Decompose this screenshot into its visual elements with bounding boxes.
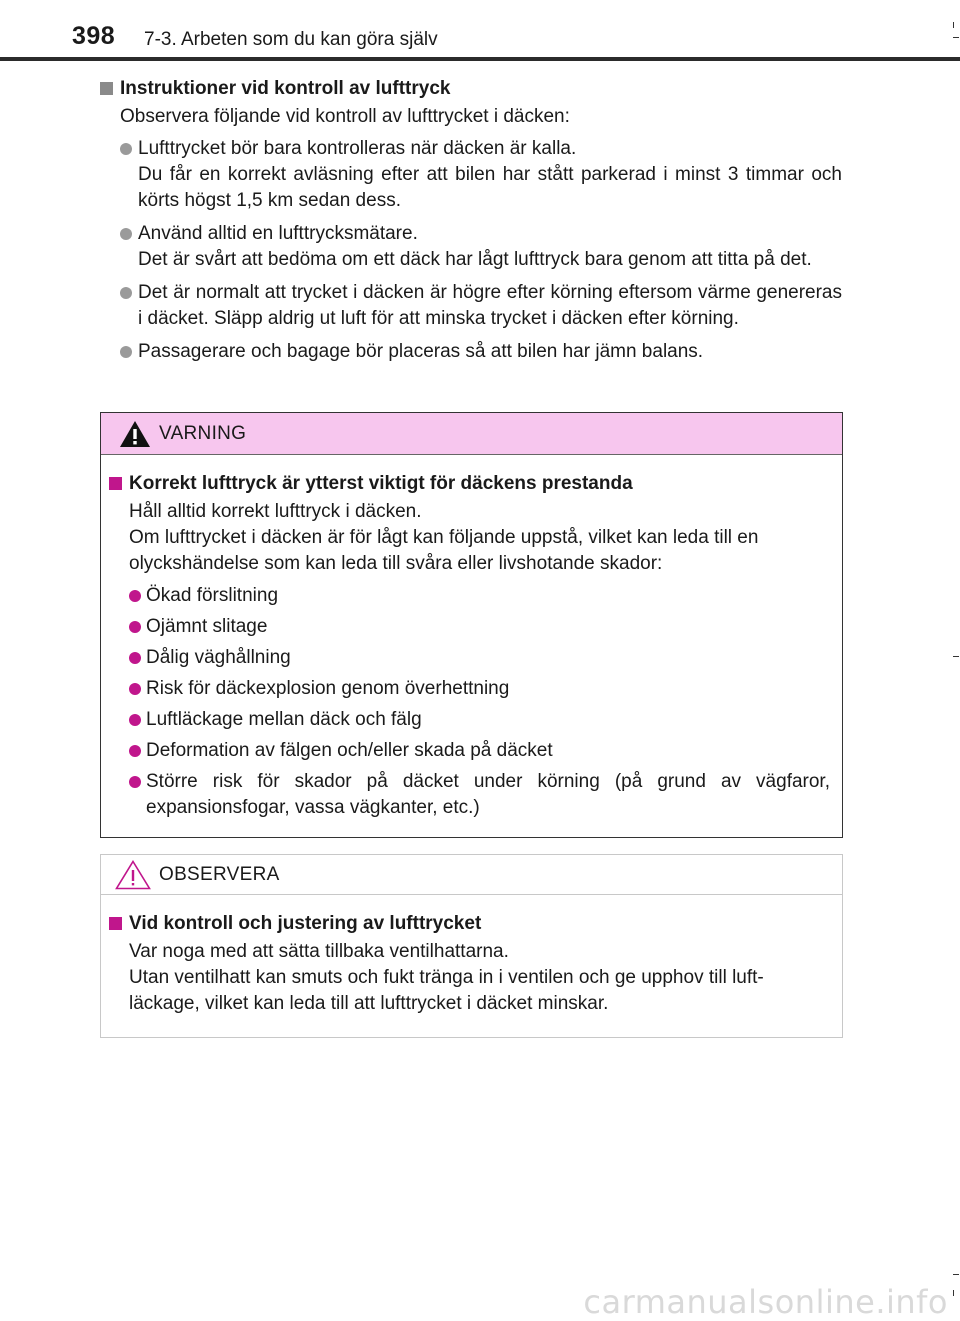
bullet-dot-icon [129, 714, 141, 726]
list-item-text: Deformation av fälgen och/eller skada på däcket [146, 740, 553, 761]
notice-box [100, 854, 843, 1038]
warning-body [101, 455, 842, 821]
square-bullet-icon [109, 917, 122, 930]
warning-bullet-list [109, 583, 830, 821]
bullet-dot-icon [129, 776, 141, 788]
bullet-dot-icon [129, 652, 141, 664]
bullet-dot-icon [120, 346, 132, 358]
list-item-text: Ökad förslitning [146, 585, 279, 606]
list-item-text: Ojämnt slitage [146, 616, 268, 637]
list-item [100, 280, 842, 332]
warning-title: VARNING [159, 423, 247, 444]
crop-mark [953, 656, 959, 657]
list-item [109, 614, 830, 640]
list-item-line2: Du får en korrekt avläsning efter att bilen har stått parkerad i minst 3 timmar och körts högst 1,5 km sedan dess. [138, 164, 842, 211]
bullet-dot-icon [129, 745, 141, 757]
warning-triangle-icon [119, 420, 151, 448]
list-item-line1: Använd alltid en lufttrycksmätare. [138, 223, 418, 244]
bullet-dot-icon [129, 683, 141, 695]
notice-header [101, 855, 842, 895]
bullet-dot-icon [120, 287, 132, 299]
warning-box [100, 412, 843, 838]
header-rule [0, 57, 960, 61]
notice-body [101, 895, 842, 1017]
square-bullet-icon [109, 477, 122, 490]
list-item [109, 769, 830, 821]
notice-heading [109, 911, 830, 937]
crop-mark [953, 22, 954, 28]
list-item [109, 707, 830, 733]
list-item [109, 738, 830, 764]
warning-header [101, 413, 842, 455]
list-item [100, 221, 842, 273]
list-item [100, 136, 842, 214]
list-item-text: Luftläckage mellan däck och fälg [146, 709, 422, 730]
list-item-text: Risk för däckexplosion genom överhettning [146, 678, 510, 699]
warning-heading-text: Korrekt lufttryck är ytterst viktigt för däckens prestanda [129, 473, 633, 494]
list-item [109, 676, 830, 702]
inflation-instructions-section [100, 76, 842, 372]
list-item [109, 583, 830, 609]
square-bullet-icon [100, 82, 113, 95]
section-heading [100, 76, 842, 102]
warning-intro [109, 499, 830, 577]
list-item [100, 339, 842, 365]
crop-mark [953, 1290, 954, 1296]
list-item-line1: Lufttrycket bör bara kontrolleras när däcken är kalla. [138, 138, 577, 159]
list-item-line2: Det är svårt att bedöma om ett däck har lågt lufttryck bara genom att titta på det. [138, 249, 812, 270]
chapter-title: 7-3. Arbeten som du kan göra själv [144, 29, 438, 50]
caution-outline-triangle-icon [115, 860, 151, 890]
list-item [109, 645, 830, 671]
warning-intro-line1: Håll alltid korrekt lufttryck i däcken. [129, 501, 422, 522]
notice-text [109, 939, 830, 1017]
watermark [583, 1283, 948, 1321]
list-item-text: Passagerare och bagage bör placeras så att bilen har jämn balans. [138, 341, 704, 362]
bullet-dot-icon [120, 143, 132, 155]
notice-heading-text: Vid kontroll och justering av lufttrycket [129, 913, 482, 934]
list-item-text: Större risk för skador på däcket under körning (på grund av vägfaror, expansionsfogar, vassa vägkanter, etc.) [146, 771, 830, 818]
page-number: 398 [72, 22, 116, 50]
crop-mark [953, 37, 959, 38]
crop-mark [953, 1274, 959, 1275]
notice-line1: Var noga med att sätta tillbaka ventilhattarna. [129, 941, 509, 962]
notice-title: OBSERVERA [159, 864, 280, 885]
bullet-dot-icon [120, 228, 132, 240]
section-bullet-list [100, 136, 842, 365]
warning-intro-line2: Om lufttrycket i däcken är för lågt kan följande uppstå, vilket kan leda till en olyckshändelse som kan leda till svåra eller livshotande skador: [129, 527, 759, 574]
section-intro: Observera följande vid kontroll av lufttrycket i däcken: [120, 106, 570, 127]
bullet-dot-icon [129, 590, 141, 602]
warning-heading [109, 471, 830, 497]
notice-line2: Utan ventilhatt kan smuts och fukt tränga in i ventilen och ge upphov till luft-läckage, vilket kan leda till att lufttrycket i däcket minskar. [129, 967, 764, 1014]
section-heading-text: Instruktioner vid kontroll av lufttryck [120, 78, 451, 99]
list-item-text: Det är normalt att trycket i däcken är högre efter körning eftersom värme genereras i däcket. Släpp aldrig ut luft för att minska trycket i däcken efter körning. [138, 282, 842, 329]
list-item-text: Dålig väghållning [146, 647, 291, 668]
watermark-text: carmanualsonline.info [583, 1283, 948, 1321]
bullet-dot-icon [129, 621, 141, 633]
